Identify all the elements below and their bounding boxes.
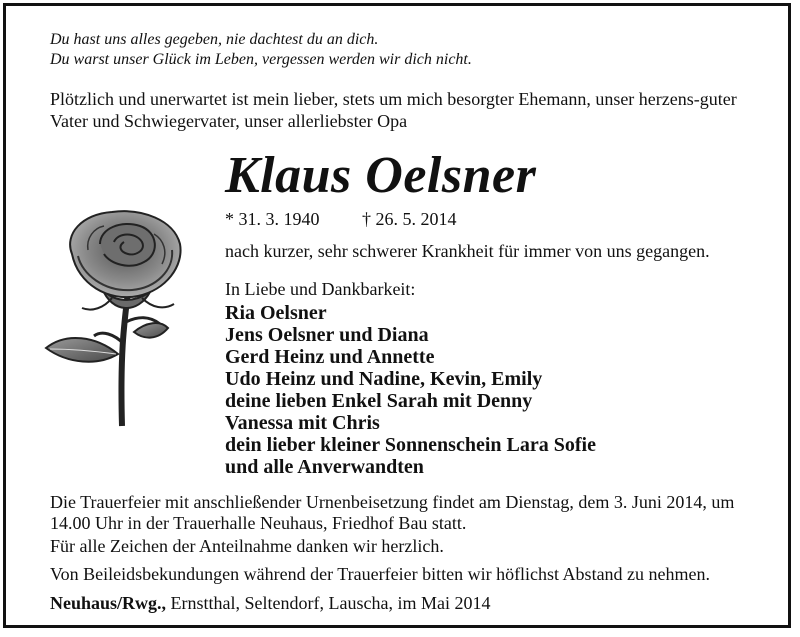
- rose-icon: [42, 204, 192, 428]
- mourners-list: [225, 302, 596, 478]
- life-dates: [225, 208, 457, 230]
- obituary-frame: [3, 3, 791, 628]
- mourner: deine lieben Enkel Sarah mit Denny: [225, 390, 533, 412]
- memorial-quote: [50, 30, 472, 70]
- mourner: dein lieber kleiner Sonnenschein Lara Sofie: [225, 434, 596, 456]
- mourner: Udo Heinz und Nadine, Kevin, Emily: [225, 368, 543, 390]
- mourner: Ria Oelsner: [225, 302, 327, 324]
- mourner: Gerd Heinz und Annette: [225, 346, 435, 368]
- intro-text: Plötzlich und unerwartet ist mein lieber, stets um mich besorgter Ehemann, unser herzens-guter Vater und Schwiegervater, unser allerliebster Opa: [50, 89, 737, 131]
- deceased-name: Klaus Oelsner: [225, 147, 537, 204]
- mourner: und alle Anverwandten: [225, 456, 424, 478]
- thanks-text: Für alle Zeichen der Anteilnahme danken wir herzlich.: [50, 536, 444, 556]
- place-rest: Ernstthal, Seltendorf, Lauscha, im Mai 2014: [166, 593, 491, 613]
- place-town: Neuhaus/Rwg.,: [50, 593, 167, 613]
- gratitude-line: In Liebe und Dankbarkeit:: [225, 279, 416, 299]
- condolence-request: Von Beileidsbekundungen während der Trauerfeier bitten wir höflichst Abstand zu nehmen.: [50, 564, 711, 584]
- passing-text: nach kurzer, sehr schwerer Krankheit für immer von uns gegangen.: [225, 241, 710, 261]
- place-and-date: [50, 593, 490, 614]
- quote-line: Du warst unser Glück im Leben, vergessen werden wir dich nicht.: [50, 51, 472, 68]
- quote-line: Du hast uns alles gegeben, nie dachtest du an dich.: [50, 31, 379, 48]
- birth-date: * 31. 3. 1940: [225, 209, 320, 229]
- mourner: Vanessa mit Chris: [225, 412, 380, 434]
- death-date: † 26. 5. 2014: [362, 209, 457, 229]
- mourner: Jens Oelsner und Diana: [225, 324, 429, 346]
- ceremony-info: Die Trauerfeier mit anschließender Urnenbeisetzung findet am Dienstag, dem 3. Juni 2014, um 14.00 Uhr in der Trauerhalle Neuhaus, Friedhof Bau statt.: [50, 492, 735, 533]
